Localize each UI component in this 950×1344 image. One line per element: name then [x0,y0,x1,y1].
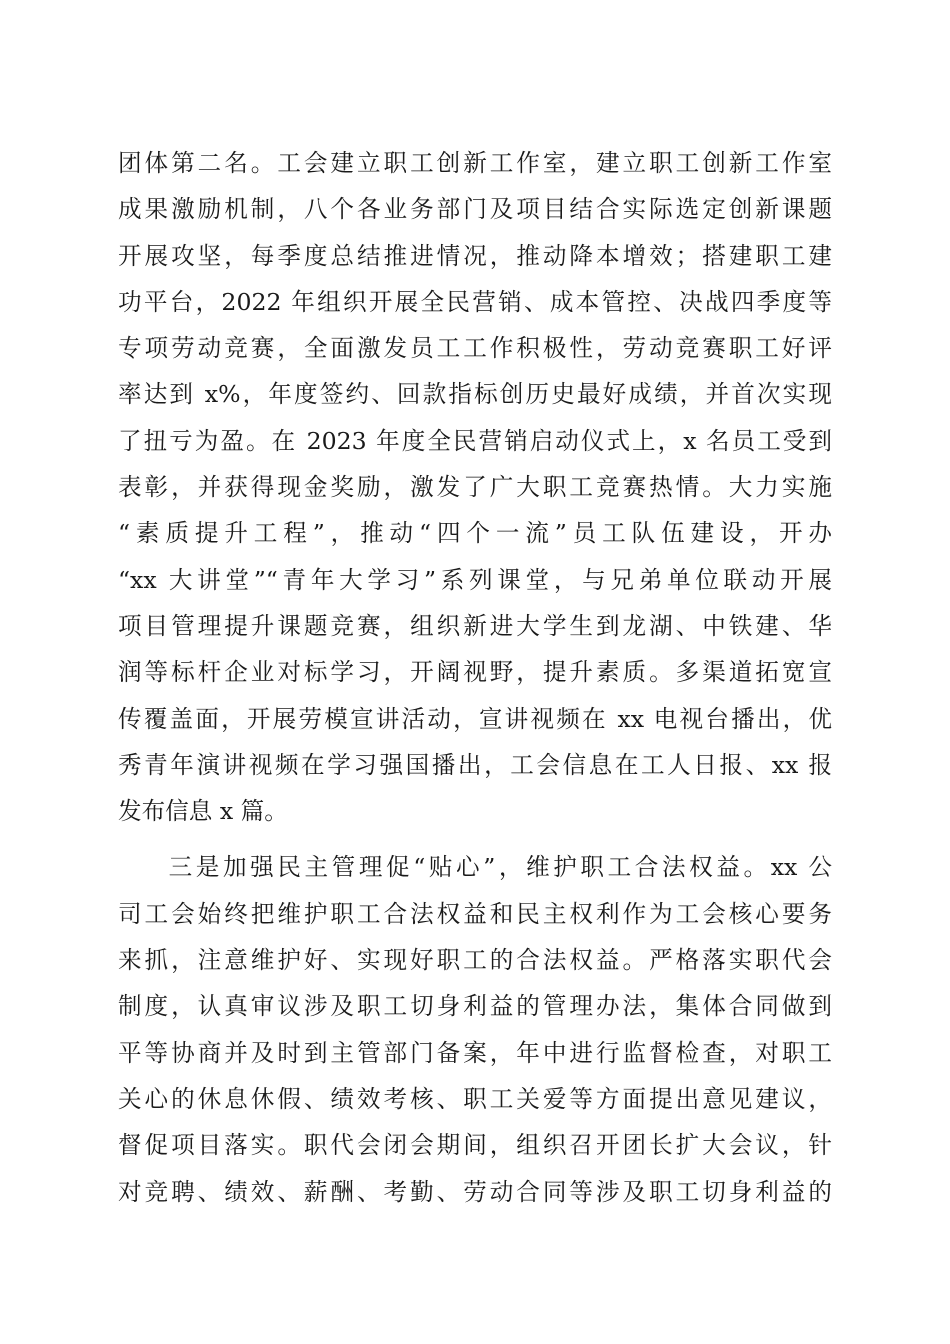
section-heading-line: 三是加强民主管理促“贴心”，维护职工合法权益。xx 公 [165,853,832,882]
text-line: 平等协商并及时到主管部门备案，年中进行监督检查，对职工 [118,1038,832,1067]
text-line: 发布信息 x 篇。 [118,797,288,826]
text-line: 率达到 x%，年度签约、回款指标创历史最好成绩，并首次实现 [118,380,832,409]
text-line: 对竞聘、绩效、薪酬、考勤、劳动合同等涉及职工切身利益的 [118,1177,832,1206]
text-line: 团体第二名。工会建立职工创新工作室，建立职工创新工作室 [118,149,832,177]
text-line: 开展攻坚，每季度总结推进情况，推动降本增效；搭建职工建 [118,241,832,270]
text-line: 专项劳动竞赛，全面激发员工工作积极性，劳动竞赛职工好评 [118,334,832,363]
text-line-indented [118,844,832,890]
text-line: 督促项目落实。职代会闭会期间，组织召开团长扩大会议，针 [118,1131,832,1160]
text-line: 了扭亏为盈。在 2023 年度全民营销启动仪式上，x 名员工受到 [118,426,832,455]
text-line: 功平台，2022 年组织开展全民营销、成本管控、决战四季度等 [118,287,832,316]
text-line: 成果激励机制，八个各业务部门及项目结合实际选定创新课题 [118,195,832,224]
text-line: 来抓，注意维护好、实现好职工的合法权益。严格落实职代会 [118,946,832,975]
text-line: 司工会始终把维护职工合法权益和民主权利作为工会核心要务 [118,899,832,928]
text-line: 制度，认真审议涉及职工切身利益的管理办法，集体合同做到 [118,992,832,1021]
text-line: 关心的休息休假、绩效考核、职工关爱等方面提出意见建议， [118,1084,832,1113]
paragraph-2 [118,844,832,1214]
text-line: 润等标杆企业对标学习，开阔视野，提升素质。多渠道拓宽宣 [118,658,832,687]
text-line: 秀青年演讲视频在学习强国播出，工会信息在工人日报、xx 报 [118,750,832,779]
document-body [118,140,832,1215]
text-line: “xx 大讲堂”“青年大学习”系列课堂，与兄弟单位联动开展 [118,565,832,594]
paragraph-gap [118,834,832,844]
paragraph-1 [118,140,832,834]
text-line: “素质提升工程”，推动“四个一流”员工队伍建设，开办 [118,519,832,548]
text-line: 表彰，并获得现金奖励，激发了广大职工竞赛热情。大力实施 [118,473,832,502]
text-line: 传覆盖面，开展劳模宣讲活动，宣讲视频在 xx 电视台播出，优 [118,704,832,733]
text-line: 项目管理提升课题竞赛，组织新进大学生到龙湖、中铁建、华 [118,611,832,640]
